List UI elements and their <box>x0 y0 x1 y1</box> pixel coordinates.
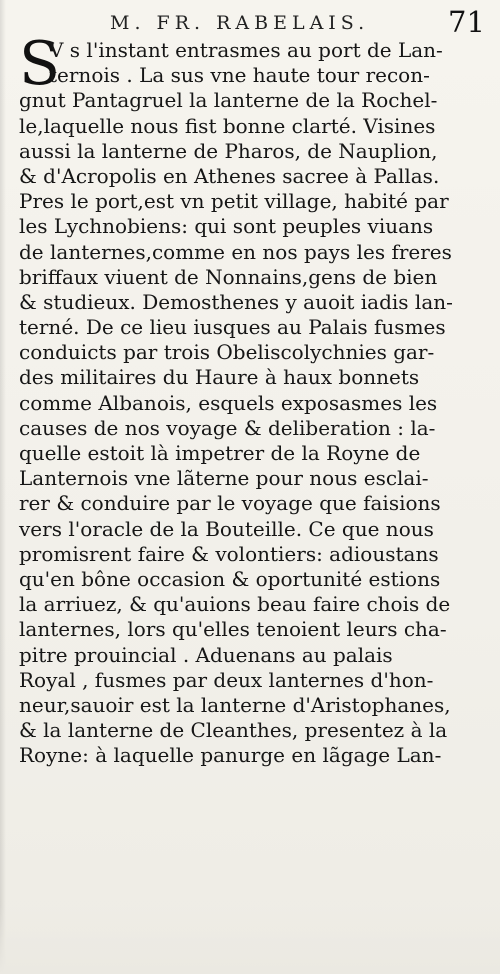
text-line: gnut Pantagruel la lanterne de la Rochel- <box>19 88 438 113</box>
text-line: conduicts par trois Obeliscolychnies gar- <box>19 340 435 365</box>
text-line: des militaires du Haure à haux bonnets <box>19 365 420 390</box>
text-line: neur,sauoir est la lanterne d'Aristophanes, <box>19 692 451 717</box>
text-line: le,laquelle nous fist bonne clarté. Visines <box>19 113 436 138</box>
text-line: promisrent faire & volontiers: adioustans <box>19 541 439 566</box>
text-line: de lanternes,comme en nos pays les freres <box>19 239 452 264</box>
text-line: Royal , fusmes par deux lanternes d'hon- <box>19 667 434 692</box>
text-line: V s l'instant entrasmes au port de Lan- <box>49 38 443 62</box>
text-line: Pres le port,est vn petit village, habité par <box>19 189 449 214</box>
text-line: briffaux viuent de Nonnains,gens de bien <box>19 264 438 289</box>
page-fold-shadow <box>0 0 6 974</box>
text-line: pitre prouincial . Aduenans au palais <box>19 642 393 667</box>
text-line: & d'Acropolis en Athenes sacree à Pallas. <box>19 163 440 188</box>
text-line: les Lychnobiens: qui sont peuples viuans <box>19 214 434 239</box>
text-line: Royne: à laquelle panurge en lãgage Lan- <box>19 743 442 768</box>
text-line: comme Albanois, esquels exposasmes les <box>19 390 438 415</box>
text-line: causes de nos voyage & deliberation : la- <box>19 415 436 440</box>
text-line: la arriuez, & qu'auions beau faire chois de <box>19 592 451 617</box>
text-line: lanternes, lors qu'elles tenoient leurs cha- <box>19 617 447 642</box>
text-line: & la lanterne de Cleanthes, presentez à la <box>19 718 448 743</box>
text-line: Lanternois vne lãterne pour nous esclai- <box>19 466 429 491</box>
text-line: quelle estoit là impetrer de la Royne de <box>19 441 421 465</box>
drop-capital: S <box>19 29 61 99</box>
text-line: aussi la lanterne de Pharos, de Nauplion, <box>19 138 438 163</box>
running-title: M. FR. RABELAIS. <box>110 12 370 34</box>
text-line: ternois . La sus vne haute tour recon- <box>49 63 430 88</box>
running-head <box>0 2 500 38</box>
text-line: qu'en bône occasion & oportunité estions <box>19 566 441 591</box>
page-bottom-margin <box>0 905 500 974</box>
text-line: & studieux. Demosthenes y auoit iadis lan- <box>19 289 453 314</box>
text-line: rer & conduire par le voyage que faisions <box>19 491 441 516</box>
text-line: vers l'oracle de la Bouteille. Ce que nous <box>19 516 434 541</box>
body-text <box>19 38 477 768</box>
text-line: terné. De ce lieu iusques au Palais fusmes <box>19 315 446 340</box>
page-number: 71 <box>448 5 485 39</box>
